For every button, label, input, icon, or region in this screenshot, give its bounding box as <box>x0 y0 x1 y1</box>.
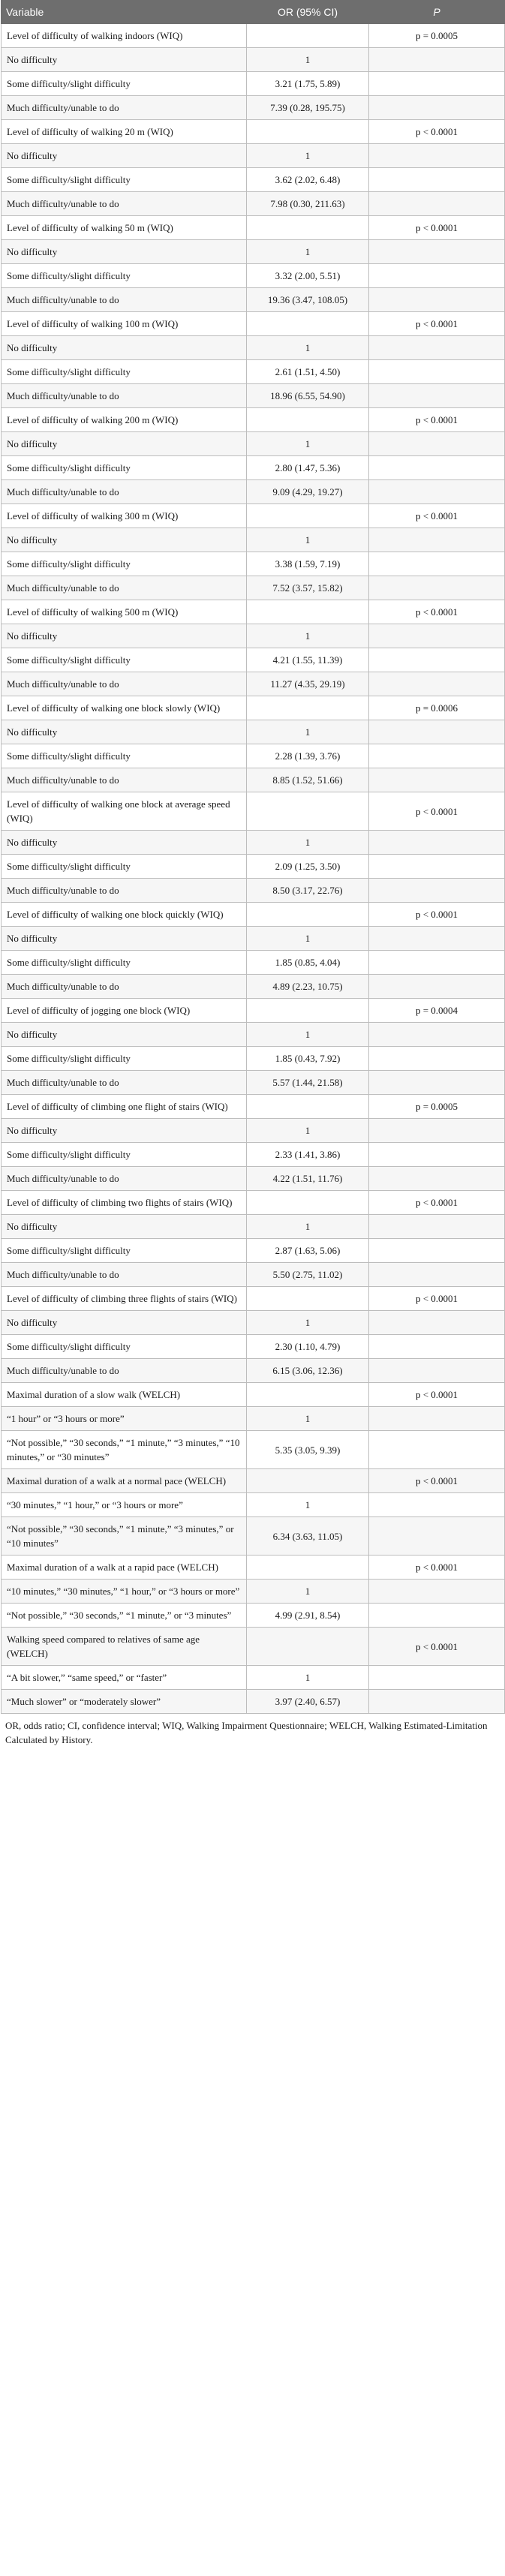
section-title: Maximal duration of a slow walk (WELCH) <box>2 1383 247 1407</box>
row-category: No difficulty <box>2 1215 247 1239</box>
row-p-empty <box>369 528 505 552</box>
row-odds-ratio: 3.32 (2.00, 5.51) <box>247 264 369 288</box>
section-title: Level of difficulty of walking one block at average speed (WIQ) <box>2 792 247 831</box>
table-row <box>2 1666 505 1690</box>
section-or-empty <box>247 1287 369 1311</box>
section-p-value: p < 0.0001 <box>369 1556 505 1580</box>
row-category: Much difficulty/unable to do <box>2 1359 247 1383</box>
section-or-empty <box>247 1383 369 1407</box>
table-row <box>2 48 505 72</box>
row-category: No difficulty <box>2 1311 247 1335</box>
section-title: Level of difficulty of walking 100 m (WIQ) <box>2 312 247 336</box>
row-odds-ratio: 1 <box>247 720 369 744</box>
row-p-empty <box>369 855 505 879</box>
table-row <box>2 1071 505 1095</box>
row-p-empty <box>369 336 505 360</box>
section-row <box>2 792 505 831</box>
row-odds-ratio: 8.85 (1.52, 51.66) <box>247 768 369 792</box>
row-p-empty <box>369 1407 505 1431</box>
table-row <box>2 96 505 120</box>
section-p-value: p < 0.0001 <box>369 1628 505 1666</box>
row-p-empty <box>369 1335 505 1359</box>
section-row <box>2 903 505 927</box>
section-row <box>2 216 505 240</box>
row-p-empty <box>369 624 505 648</box>
table-row <box>2 240 505 264</box>
row-odds-ratio: 4.99 (2.91, 8.54) <box>247 1604 369 1628</box>
section-row <box>2 600 505 624</box>
row-category: “A bit slower,” “same speed,” or “faster” <box>2 1666 247 1690</box>
row-odds-ratio: 1 <box>247 1407 369 1431</box>
row-p-empty <box>369 288 505 312</box>
section-row <box>2 1287 505 1311</box>
table-row <box>2 1517 505 1556</box>
table-row <box>2 744 505 768</box>
row-p-empty <box>369 927 505 951</box>
table-row <box>2 1311 505 1335</box>
section-row <box>2 1383 505 1407</box>
header-variable: Variable <box>2 1 247 24</box>
header-p-value: P <box>369 1 505 24</box>
row-p-empty <box>369 1517 505 1556</box>
row-category: Much difficulty/unable to do <box>2 576 247 600</box>
row-p-empty <box>369 648 505 672</box>
table-row <box>2 1580 505 1604</box>
table-row <box>2 576 505 600</box>
row-category: Some difficulty/slight difficulty <box>2 552 247 576</box>
table-footnote: OR, odds ratio; CI, confidence interval; WIQ, Walking Impairment Questionnaire; WELCH, Walking Estimated-Limitation Calculated by History. <box>5 1720 488 1745</box>
section-row <box>2 504 505 528</box>
section-row <box>2 120 505 144</box>
row-category: “Much slower” or “moderately slower” <box>2 1690 247 1714</box>
row-category: “Not possible,” “30 seconds,” “1 minute,” “3 minutes,” “10 minutes,” or “30 minutes” <box>2 1431 247 1469</box>
row-odds-ratio: 3.21 (1.75, 5.89) <box>247 72 369 96</box>
table-row <box>2 336 505 360</box>
row-odds-ratio: 1 <box>247 1311 369 1335</box>
section-p-value: p < 0.0001 <box>369 216 505 240</box>
row-p-empty <box>369 951 505 975</box>
row-odds-ratio: 4.21 (1.55, 11.39) <box>247 648 369 672</box>
row-category: “Not possible,” “30 seconds,” “1 minute,” or “3 minutes” <box>2 1604 247 1628</box>
row-odds-ratio: 1 <box>247 927 369 951</box>
row-category: No difficulty <box>2 927 247 951</box>
row-p-empty <box>369 1143 505 1167</box>
table-row <box>2 1263 505 1287</box>
row-p-empty <box>369 1071 505 1095</box>
table-row <box>2 1604 505 1628</box>
row-odds-ratio: 2.28 (1.39, 3.76) <box>247 744 369 768</box>
row-odds-ratio: 18.96 (6.55, 54.90) <box>247 384 369 408</box>
table-row <box>2 1167 505 1191</box>
section-or-empty <box>247 408 369 432</box>
section-row <box>2 1095 505 1119</box>
row-category: “30 minutes,” “1 hour,” or “3 hours or more” <box>2 1493 247 1517</box>
section-or-empty <box>247 1628 369 1666</box>
row-odds-ratio: 7.52 (3.57, 15.82) <box>247 576 369 600</box>
section-title: Level of difficulty of walking 20 m (WIQ) <box>2 120 247 144</box>
row-odds-ratio: 3.97 (2.40, 6.57) <box>247 1690 369 1714</box>
row-p-empty <box>369 552 505 576</box>
row-odds-ratio: 1 <box>247 240 369 264</box>
row-p-empty <box>369 831 505 855</box>
section-title: Maximal duration of a walk at a normal pace (WELCH) <box>2 1469 247 1493</box>
table-row <box>2 831 505 855</box>
section-or-empty <box>247 216 369 240</box>
table-row <box>2 624 505 648</box>
table-row <box>2 528 505 552</box>
section-row <box>2 1628 505 1666</box>
section-row <box>2 1191 505 1215</box>
row-category: No difficulty <box>2 624 247 648</box>
row-category: Much difficulty/unable to do <box>2 879 247 903</box>
row-p-empty <box>369 192 505 216</box>
section-row <box>2 24 505 48</box>
row-category: Much difficulty/unable to do <box>2 384 247 408</box>
row-category: Much difficulty/unable to do <box>2 1071 247 1095</box>
table-row <box>2 72 505 96</box>
table-row <box>2 1023 505 1047</box>
row-odds-ratio: 1 <box>247 831 369 855</box>
row-p-empty <box>369 1311 505 1335</box>
row-category: Some difficulty/slight difficulty <box>2 456 247 480</box>
row-odds-ratio: 4.89 (2.23, 10.75) <box>247 975 369 999</box>
row-category: Some difficulty/slight difficulty <box>2 951 247 975</box>
row-odds-ratio: 5.50 (2.75, 11.02) <box>247 1263 369 1287</box>
row-category: No difficulty <box>2 336 247 360</box>
section-p-value: p < 0.0001 <box>369 792 505 831</box>
section-title: Level of difficulty of climbing two flights of stairs (WIQ) <box>2 1191 247 1215</box>
table-row <box>2 1239 505 1263</box>
table-row <box>2 456 505 480</box>
section-or-empty <box>247 903 369 927</box>
row-odds-ratio: 1 <box>247 1493 369 1517</box>
odds-ratio-table <box>1 0 505 1714</box>
table-row <box>2 720 505 744</box>
section-title: Maximal duration of a walk at a rapid pace (WELCH) <box>2 1556 247 1580</box>
row-category: Some difficulty/slight difficulty <box>2 1335 247 1359</box>
row-p-empty <box>369 1493 505 1517</box>
row-category: Some difficulty/slight difficulty <box>2 1047 247 1071</box>
section-row <box>2 1556 505 1580</box>
row-p-empty <box>369 168 505 192</box>
section-p-value: p < 0.0001 <box>369 408 505 432</box>
row-odds-ratio: 2.80 (1.47, 5.36) <box>247 456 369 480</box>
row-odds-ratio: 1 <box>247 1580 369 1604</box>
section-or-empty <box>247 504 369 528</box>
row-category: No difficulty <box>2 528 247 552</box>
row-category: Much difficulty/unable to do <box>2 768 247 792</box>
row-odds-ratio: 1 <box>247 1023 369 1047</box>
table-row <box>2 552 505 576</box>
row-p-empty <box>369 1263 505 1287</box>
row-odds-ratio: 9.09 (4.29, 19.27) <box>247 480 369 504</box>
row-p-empty <box>369 1431 505 1469</box>
table-row <box>2 672 505 696</box>
row-p-empty <box>369 672 505 696</box>
table-row <box>2 855 505 879</box>
row-odds-ratio: 1.85 (0.43, 7.92) <box>247 1047 369 1071</box>
section-title: Level of difficulty of walking one block slowly (WIQ) <box>2 696 247 720</box>
section-row <box>2 999 505 1023</box>
table-row <box>2 360 505 384</box>
row-category: Some difficulty/slight difficulty <box>2 744 247 768</box>
row-p-empty <box>369 576 505 600</box>
row-odds-ratio: 7.98 (0.30, 211.63) <box>247 192 369 216</box>
section-p-value: p < 0.0001 <box>369 1469 505 1493</box>
table-row <box>2 1119 505 1143</box>
section-title: Level of difficulty of walking 200 m (WIQ) <box>2 408 247 432</box>
table-row <box>2 168 505 192</box>
table-row <box>2 1215 505 1239</box>
section-p-value: p = 0.0004 <box>369 999 505 1023</box>
table-row <box>2 1335 505 1359</box>
section-title: Level of difficulty of walking one block quickly (WIQ) <box>2 903 247 927</box>
table-row <box>2 1047 505 1071</box>
section-or-empty <box>247 600 369 624</box>
section-or-empty <box>247 1191 369 1215</box>
table-row <box>2 192 505 216</box>
table-row <box>2 1431 505 1469</box>
row-category: Some difficulty/slight difficulty <box>2 648 247 672</box>
row-category: Much difficulty/unable to do <box>2 192 247 216</box>
section-p-value: p < 0.0001 <box>369 1383 505 1407</box>
row-category: No difficulty <box>2 720 247 744</box>
section-row <box>2 1469 505 1493</box>
row-odds-ratio: 3.62 (2.02, 6.48) <box>247 168 369 192</box>
section-p-value: p < 0.0001 <box>369 504 505 528</box>
table-row <box>2 1359 505 1383</box>
row-p-empty <box>369 1119 505 1143</box>
row-odds-ratio: 2.30 (1.10, 4.79) <box>247 1335 369 1359</box>
row-p-empty <box>369 1167 505 1191</box>
row-category: Much difficulty/unable to do <box>2 672 247 696</box>
row-p-empty <box>369 1023 505 1047</box>
row-odds-ratio: 5.57 (1.44, 21.58) <box>247 1071 369 1095</box>
row-odds-ratio: 1 <box>247 1215 369 1239</box>
section-title: Walking speed compared to relatives of same age (WELCH) <box>2 1628 247 1666</box>
row-odds-ratio: 1 <box>247 48 369 72</box>
row-p-empty <box>369 360 505 384</box>
table-row <box>2 288 505 312</box>
section-p-value: p = 0.0006 <box>369 696 505 720</box>
row-category: No difficulty <box>2 48 247 72</box>
row-odds-ratio: 4.22 (1.51, 11.76) <box>247 1167 369 1191</box>
results-table-container <box>1 0 504 1747</box>
section-p-value: p < 0.0001 <box>369 600 505 624</box>
row-p-empty <box>369 1690 505 1714</box>
section-or-empty <box>247 1095 369 1119</box>
table-row <box>2 144 505 168</box>
row-category: Much difficulty/unable to do <box>2 975 247 999</box>
row-odds-ratio: 6.15 (3.06, 12.36) <box>247 1359 369 1383</box>
header-or-ci: OR (95% CI) <box>247 1 369 24</box>
row-p-empty <box>369 432 505 456</box>
row-odds-ratio: 11.27 (4.35, 29.19) <box>247 672 369 696</box>
row-odds-ratio: 2.61 (1.51, 4.50) <box>247 360 369 384</box>
row-odds-ratio: 1 <box>247 624 369 648</box>
row-category: Some difficulty/slight difficulty <box>2 264 247 288</box>
row-category: Much difficulty/unable to do <box>2 96 247 120</box>
section-row <box>2 312 505 336</box>
row-p-empty <box>369 456 505 480</box>
row-p-empty <box>369 480 505 504</box>
section-title: Level of difficulty of walking 300 m (WIQ) <box>2 504 247 528</box>
row-odds-ratio: 19.36 (3.47, 108.05) <box>247 288 369 312</box>
row-p-empty <box>369 1666 505 1690</box>
row-category: Some difficulty/slight difficulty <box>2 72 247 96</box>
row-category: No difficulty <box>2 1119 247 1143</box>
table-body <box>2 24 505 1714</box>
row-p-empty <box>369 1047 505 1071</box>
table-row <box>2 768 505 792</box>
table-row <box>2 1143 505 1167</box>
row-category: “10 minutes,” “30 minutes,” “1 hour,” or “3 hours or more” <box>2 1580 247 1604</box>
row-odds-ratio: 1 <box>247 144 369 168</box>
row-category: Some difficulty/slight difficulty <box>2 1239 247 1263</box>
table-row <box>2 879 505 903</box>
section-p-value: p < 0.0001 <box>369 312 505 336</box>
row-category: Some difficulty/slight difficulty <box>2 855 247 879</box>
section-p-value: p = 0.0005 <box>369 24 505 48</box>
section-p-value: p = 0.0005 <box>369 1095 505 1119</box>
row-p-empty <box>369 744 505 768</box>
row-odds-ratio: 2.87 (1.63, 5.06) <box>247 1239 369 1263</box>
row-category: No difficulty <box>2 432 247 456</box>
row-odds-ratio: 2.33 (1.41, 3.86) <box>247 1143 369 1167</box>
row-odds-ratio: 5.35 (3.05, 9.39) <box>247 1431 369 1469</box>
row-category: No difficulty <box>2 1023 247 1047</box>
row-odds-ratio: 1.85 (0.85, 4.04) <box>247 951 369 975</box>
table-header-row <box>2 1 505 24</box>
row-p-empty <box>369 48 505 72</box>
row-odds-ratio: 2.09 (1.25, 3.50) <box>247 855 369 879</box>
table-row <box>2 975 505 999</box>
section-row <box>2 696 505 720</box>
row-odds-ratio: 3.38 (1.59, 7.19) <box>247 552 369 576</box>
row-p-empty <box>369 720 505 744</box>
section-title: Level of difficulty of walking 500 m (WIQ) <box>2 600 247 624</box>
section-title: Level of difficulty of walking 50 m (WIQ) <box>2 216 247 240</box>
section-or-empty <box>247 120 369 144</box>
row-p-empty <box>369 1239 505 1263</box>
table-row <box>2 1493 505 1517</box>
row-p-empty <box>369 768 505 792</box>
section-p-value: p < 0.0001 <box>369 1191 505 1215</box>
table-row <box>2 951 505 975</box>
table-row <box>2 1407 505 1431</box>
row-odds-ratio: 7.39 (0.28, 195.75) <box>247 96 369 120</box>
row-odds-ratio: 8.50 (3.17, 22.76) <box>247 879 369 903</box>
table-row <box>2 264 505 288</box>
row-p-empty <box>369 1604 505 1628</box>
row-category: No difficulty <box>2 144 247 168</box>
row-p-empty <box>369 1215 505 1239</box>
row-odds-ratio: 1 <box>247 528 369 552</box>
section-or-empty <box>247 1556 369 1580</box>
row-p-empty <box>369 1580 505 1604</box>
row-category: Much difficulty/unable to do <box>2 288 247 312</box>
table-row <box>2 432 505 456</box>
row-odds-ratio: 6.34 (3.63, 11.05) <box>247 1517 369 1556</box>
row-p-empty <box>369 384 505 408</box>
table-row <box>2 384 505 408</box>
table-row <box>2 648 505 672</box>
section-or-empty <box>247 696 369 720</box>
section-title: Level of difficulty of jogging one block (WIQ) <box>2 999 247 1023</box>
row-odds-ratio: 1 <box>247 432 369 456</box>
section-p-value: p < 0.0001 <box>369 120 505 144</box>
row-odds-ratio: 1 <box>247 336 369 360</box>
row-p-empty <box>369 264 505 288</box>
row-category: Much difficulty/unable to do <box>2 1167 247 1191</box>
section-title: Level of difficulty of climbing three flights of stairs (WIQ) <box>2 1287 247 1311</box>
row-category: “1 hour” or “3 hours or more” <box>2 1407 247 1431</box>
section-or-empty <box>247 999 369 1023</box>
row-p-empty <box>369 96 505 120</box>
section-p-value: p < 0.0001 <box>369 1287 505 1311</box>
table-row <box>2 927 505 951</box>
section-row <box>2 408 505 432</box>
section-or-empty <box>247 24 369 48</box>
table-row <box>2 480 505 504</box>
row-category: Some difficulty/slight difficulty <box>2 1143 247 1167</box>
row-odds-ratio: 1 <box>247 1666 369 1690</box>
section-title: Level of difficulty of walking indoors (WIQ) <box>2 24 247 48</box>
row-category: Much difficulty/unable to do <box>2 480 247 504</box>
row-p-empty <box>369 1359 505 1383</box>
section-or-empty <box>247 1469 369 1493</box>
section-title: Level of difficulty of climbing one flight of stairs (WIQ) <box>2 1095 247 1119</box>
row-category: “Not possible,” “30 seconds,” “1 minute,” “3 minutes,” or “10 minutes” <box>2 1517 247 1556</box>
row-p-empty <box>369 975 505 999</box>
row-p-empty <box>369 240 505 264</box>
section-p-value: p < 0.0001 <box>369 903 505 927</box>
row-p-empty <box>369 879 505 903</box>
section-or-empty <box>247 792 369 831</box>
row-p-empty <box>369 144 505 168</box>
row-p-empty <box>369 72 505 96</box>
row-category: Much difficulty/unable to do <box>2 1263 247 1287</box>
row-category: Some difficulty/slight difficulty <box>2 168 247 192</box>
row-category: Some difficulty/slight difficulty <box>2 360 247 384</box>
row-odds-ratio: 1 <box>247 1119 369 1143</box>
row-category: No difficulty <box>2 831 247 855</box>
row-category: No difficulty <box>2 240 247 264</box>
table-row <box>2 1690 505 1714</box>
section-or-empty <box>247 312 369 336</box>
